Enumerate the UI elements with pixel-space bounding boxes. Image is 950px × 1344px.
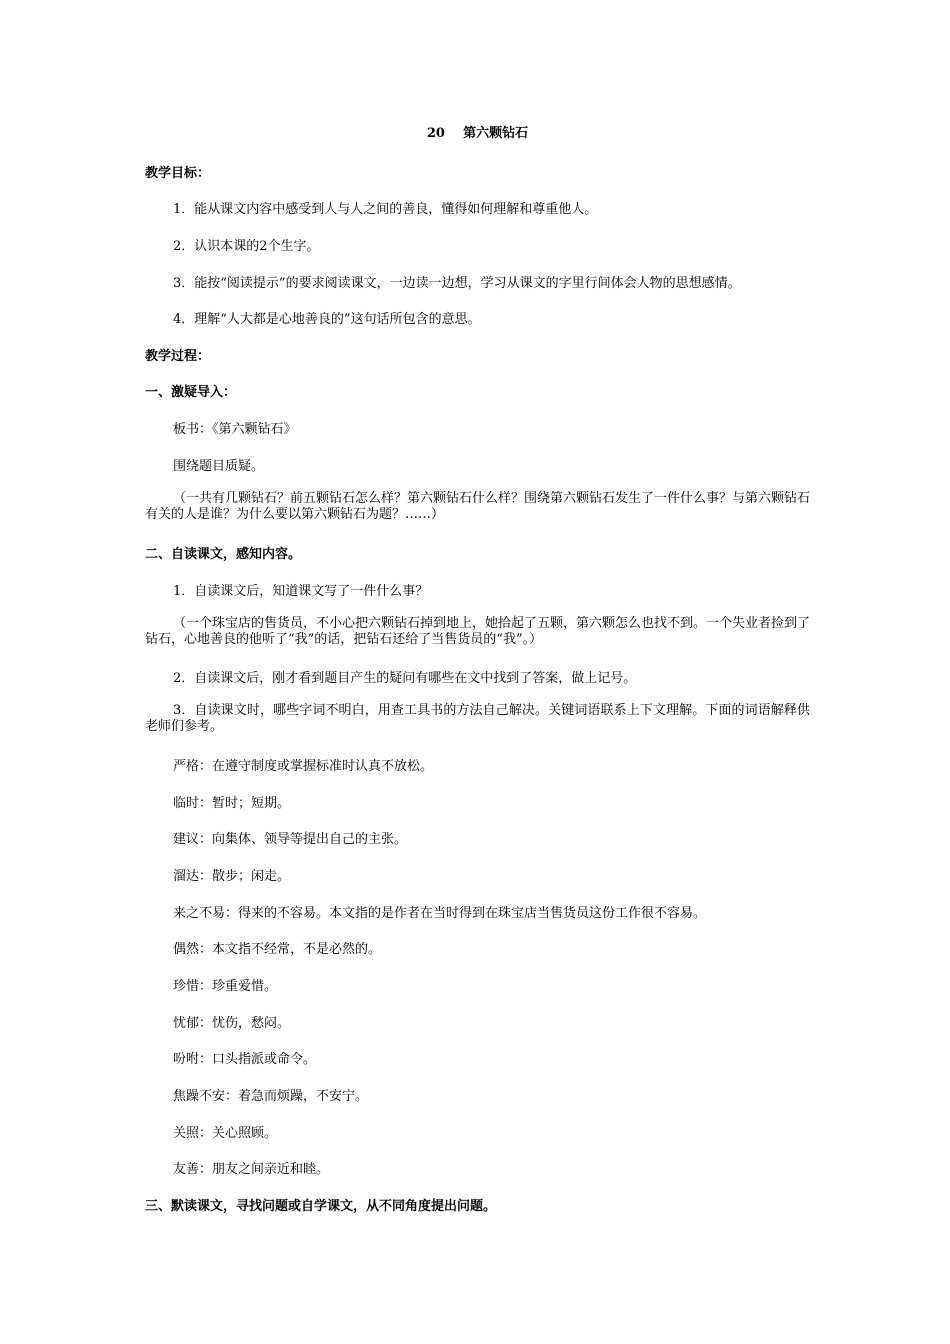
glossary-item: 焦躁不安：着急而烦躁，不安宁。 <box>173 1089 369 1104</box>
section-2-step-1-note: （一个珠宝店的售货员，不小心把六颗钻石掉到地上，她拾起了五颗，第六颗怎么也找不到。一个失业者捡到了钻石，心地善良的他听了“我”的话，把钻石还给了当售货员的“我”。） <box>145 616 811 647</box>
question-prompt: 围绕题目质疑。 <box>173 459 265 474</box>
glossary-item: 临时：暂时；短期。 <box>173 796 291 811</box>
section-1-heading: 一、激疑导入： <box>145 385 237 400</box>
glossary-item: 友善：朋友之间亲近和睦。 <box>173 1162 330 1177</box>
glossary-item: 关照：关心照顾。 <box>173 1126 278 1141</box>
glossary-item: 珍惜：珍重爱惜。 <box>173 979 278 994</box>
section-2-step-1: 1．自读课文后，知道课文写了一件什么事？ <box>173 584 429 599</box>
goal-item-4: 4．理解“人大都是心地善良的”这句话所包含的意思。 <box>173 312 481 327</box>
section-3-heading: 三、默读课文，寻找问题或自学课文，从不同角度提出问题。 <box>145 1199 497 1214</box>
lesson-title: 20 第六颗钻石 <box>426 126 529 141</box>
section-2-heading: 二、自读课文，感知内容。 <box>145 547 302 562</box>
glossary-item: 严格：在遵守制度或掌握标准时认真不放松。 <box>173 759 434 774</box>
board-writing: 板书：《第六颗钻石》 <box>173 422 297 437</box>
glossary-item: 吩咐：口头指派或命令。 <box>173 1052 317 1067</box>
section-2-step-2: 2．自读课文后，刚才看到题目产生的疑问有哪些在文中找到了答案，做上记号。 <box>173 671 637 686</box>
glossary-item: 忧郁：忧伤，愁闷。 <box>173 1016 291 1031</box>
goal-item-1: 1．能从课文内容中感受到人与人之间的善良，懂得如何理解和尊重他人。 <box>173 202 598 217</box>
section-2-step-3: 3．自读课文时，哪些字词不明白，用查工具书的方法自己解决。关键词语联系上下文理解。下面的词语解释供老师们参考。 <box>145 703 810 734</box>
glossary-item: 建议：向集体、领导等提出自己的主张。 <box>173 832 408 847</box>
glossary-item: 来之不易：得来的不容易。本文指的是作者在当时得到在珠宝店当售货员这份工作很不容易。 <box>173 906 707 921</box>
goal-item-2: 2．认识本课的2个生字。 <box>173 239 320 254</box>
document-page <box>145 0 810 1344</box>
teaching-goals-heading: 教学目标： <box>145 166 211 181</box>
glossary-item: 偶然：本文指不经常，不是必然的。 <box>173 942 382 957</box>
glossary-item: 溜达：散步；闲走。 <box>173 869 291 884</box>
goal-item-3: 3．能按“阅读提示”的要求阅读课文，一边读一边想，学习从课文的字里行间体会人物的思想感情。 <box>173 276 741 291</box>
teaching-process-heading: 教学过程： <box>145 349 211 364</box>
section-1-note: （一共有几颗钻石？前五颗钻石怎么样？第六颗钻石什么样？围绕第六颗钻石发生了一件什么事？与第六颗钻石有关的人是谁？为什么要以第六颗钻石为题？……） <box>145 491 811 522</box>
